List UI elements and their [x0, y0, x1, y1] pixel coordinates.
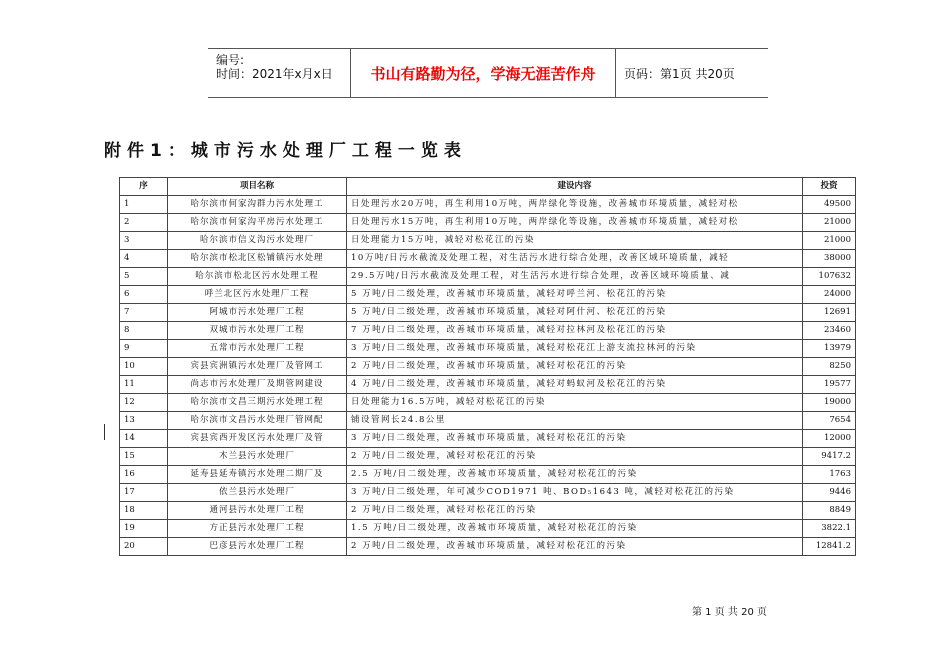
investment: 12000: [803, 430, 856, 448]
page-header: [208, 48, 768, 98]
investment: 23460: [803, 322, 856, 340]
row-number: 4: [120, 250, 168, 268]
project-name: 宾县宾西开发区污水处理厂及管: [168, 430, 347, 448]
table-row: [120, 322, 856, 340]
construction-content: 日处理污水15万吨，再生利用10万吨，两岸绿化等设施，改善城市环境质量，减轻对松: [347, 214, 803, 232]
investment: 13979: [803, 340, 856, 358]
construction-content: 29.5万吨/日污水截流及处理工程，对生活污水进行综合处理，改善区域环境质量、减: [347, 268, 803, 286]
table-row: [120, 502, 856, 520]
row-number: 15: [120, 448, 168, 466]
investment: 19000: [803, 394, 856, 412]
investment: 8250: [803, 358, 856, 376]
project-name: 哈尔滨市松北区污水处理工程: [168, 268, 347, 286]
construction-content: 5 万吨/日二级处理，改善城市环境质量，减轻对阿什河、松花江的污染: [347, 304, 803, 322]
header-left-cell: [208, 49, 351, 97]
column-header-investment: 投资: [803, 178, 856, 196]
page-footer: 第 1 页 共 20 页: [692, 607, 767, 618]
document-title: 附件1：城市污水处理厂工程一览表: [104, 141, 467, 161]
investment: 3822.1: [803, 520, 856, 538]
header-motto: 书山有路勤为径，学海无涯苦作舟: [351, 49, 616, 97]
construction-content: 3 万吨/日二级处理，年可减少COD1971 吨、BOD₅1643 吨，减轻对松花江的污染: [347, 484, 803, 502]
construction-content: 日处理能力16.5万吨，减轻对松花江的污染: [347, 394, 803, 412]
table-row: [120, 358, 856, 376]
row-number: 20: [120, 538, 168, 556]
project-name: 哈尔滨市何家沟平房污水处理工: [168, 214, 347, 232]
table-row: [120, 196, 856, 214]
table-row: [120, 484, 856, 502]
row-number: 14: [120, 430, 168, 448]
row-number: 12: [120, 394, 168, 412]
investment: 8849: [803, 502, 856, 520]
investment: 24000: [803, 286, 856, 304]
construction-content: 4 万吨/日二级处理，改善城市环境质量，减轻对蚂蚁河及松花江的污染: [347, 376, 803, 394]
construction-content: 1.5 万吨/日二级处理，改善城市环境质量，减轻对松花江的污染: [347, 520, 803, 538]
text-cursor: [104, 424, 105, 440]
project-name: 巴彦县污水处理厂工程: [168, 538, 347, 556]
project-table: [119, 177, 856, 556]
column-header-project-name: 项目名称: [168, 178, 347, 196]
construction-content: 7 万吨/日二级处理，改善城市环境质量，减轻对拉林河及松花江的污染: [347, 322, 803, 340]
row-number: 3: [120, 232, 168, 250]
construction-content: 铺设管网长24.8公里: [347, 412, 803, 430]
table-row: [120, 430, 856, 448]
project-name: 哈尔滨市信义沟污水处理厂: [168, 232, 347, 250]
project-name: 双城市污水处理厂工程: [168, 322, 347, 340]
row-number: 5: [120, 268, 168, 286]
construction-content: 2 万吨/日二级处理，改善城市环境质量，减轻对松花江的污染: [347, 538, 803, 556]
project-name: 通河县污水处理厂工程: [168, 502, 347, 520]
row-number: 11: [120, 376, 168, 394]
investment: 12841.2: [803, 538, 856, 556]
row-number: 8: [120, 322, 168, 340]
table-row: [120, 232, 856, 250]
investment: 9417.2: [803, 448, 856, 466]
project-name: 方正县污水处理厂工程: [168, 520, 347, 538]
row-number: 2: [120, 214, 168, 232]
construction-content: 3 万吨/日二级处理，改善城市环境质量，减轻对松花江上游支流拉林河的污染: [347, 340, 803, 358]
table-row: [120, 394, 856, 412]
row-number: 6: [120, 286, 168, 304]
document-number-label: 编号:: [216, 53, 245, 67]
investment: 107632: [803, 268, 856, 286]
document-date: 时间：2021年x月x日: [216, 67, 333, 81]
project-name: 哈尔滨市文昌三期污水处理工程: [168, 394, 347, 412]
project-name: 阿城市污水处理厂工程: [168, 304, 347, 322]
row-number: 17: [120, 484, 168, 502]
construction-content: 日处理污水20万吨，再生利用10万吨，两岸绿化等设施，改善城市环境质量，减轻对松: [347, 196, 803, 214]
project-name: 哈尔滨市松北区松铺镇污水处理: [168, 250, 347, 268]
table-row: [120, 520, 856, 538]
project-name: 延寿县延寿镇污水处理二期厂及: [168, 466, 347, 484]
column-header-number: 序: [120, 178, 168, 196]
project-name: 哈尔滨市何家沟群力污水处理工: [168, 196, 347, 214]
construction-content: 10万吨/日污水截流及处理工程，对生活污水进行综合处理，改善区域环境质量，减轻: [347, 250, 803, 268]
table-row: [120, 268, 856, 286]
table-row: [120, 538, 856, 556]
investment: 21000: [803, 214, 856, 232]
row-number: 13: [120, 412, 168, 430]
construction-content: 2 万吨/日二级处理，改善城市环境质量，减轻对松花江的污染: [347, 358, 803, 376]
investment: 9446: [803, 484, 856, 502]
table-row: [120, 466, 856, 484]
row-number: 10: [120, 358, 168, 376]
table-row: [120, 214, 856, 232]
row-number: 16: [120, 466, 168, 484]
construction-content: 2 万吨/日二级处理，减轻对松花江的污染: [347, 448, 803, 466]
investment: 49500: [803, 196, 856, 214]
investment: 1763: [803, 466, 856, 484]
project-name: 尚志市污水处理厂及期管网建设: [168, 376, 347, 394]
investment: 21000: [803, 232, 856, 250]
table-row: [120, 286, 856, 304]
row-number: 18: [120, 502, 168, 520]
row-number: 19: [120, 520, 168, 538]
header-page-indicator: 页码：第1页 共20页: [624, 66, 735, 81]
project-name: 五常市污水处理厂工程: [168, 340, 347, 358]
column-header-content: 建设内容: [347, 178, 803, 196]
project-name: 木兰县污水处理厂: [168, 448, 347, 466]
project-name: 宾县宾洲镇污水处理厂及管网工: [168, 358, 347, 376]
row-number: 1: [120, 196, 168, 214]
row-number: 7: [120, 304, 168, 322]
construction-content: 2 万吨/日二级处理，减轻对松花江的污染: [347, 502, 803, 520]
investment: 19577: [803, 376, 856, 394]
table-row: [120, 250, 856, 268]
project-name: 依兰县污水处理厂: [168, 484, 347, 502]
table-row: [120, 412, 856, 430]
table-row: [120, 448, 856, 466]
investment: 12691: [803, 304, 856, 322]
construction-content: 日处理能力15万吨，减轻对松花江的污染: [347, 232, 803, 250]
project-name: 哈尔滨市文昌污水处理厂管网配: [168, 412, 347, 430]
table-row: [120, 376, 856, 394]
construction-content: 5 万吨/日二级处理，改善城市环境质量，减轻对呼兰河、松花江的污染: [347, 286, 803, 304]
construction-content: 3 万吨/日二级处理，改善城市环境质量，减轻对松花江的污染: [347, 430, 803, 448]
project-name: 呼兰北区污水处理厂工程: [168, 286, 347, 304]
investment: 7654: [803, 412, 856, 430]
table-row: [120, 304, 856, 322]
row-number: 9: [120, 340, 168, 358]
investment: 38000: [803, 250, 856, 268]
table-row: [120, 340, 856, 358]
construction-content: 2.5 万吨/日二级处理，改善城市环境质量，减轻对松花江的污染: [347, 466, 803, 484]
table-body: [120, 196, 856, 556]
table-header-row: [120, 178, 856, 196]
